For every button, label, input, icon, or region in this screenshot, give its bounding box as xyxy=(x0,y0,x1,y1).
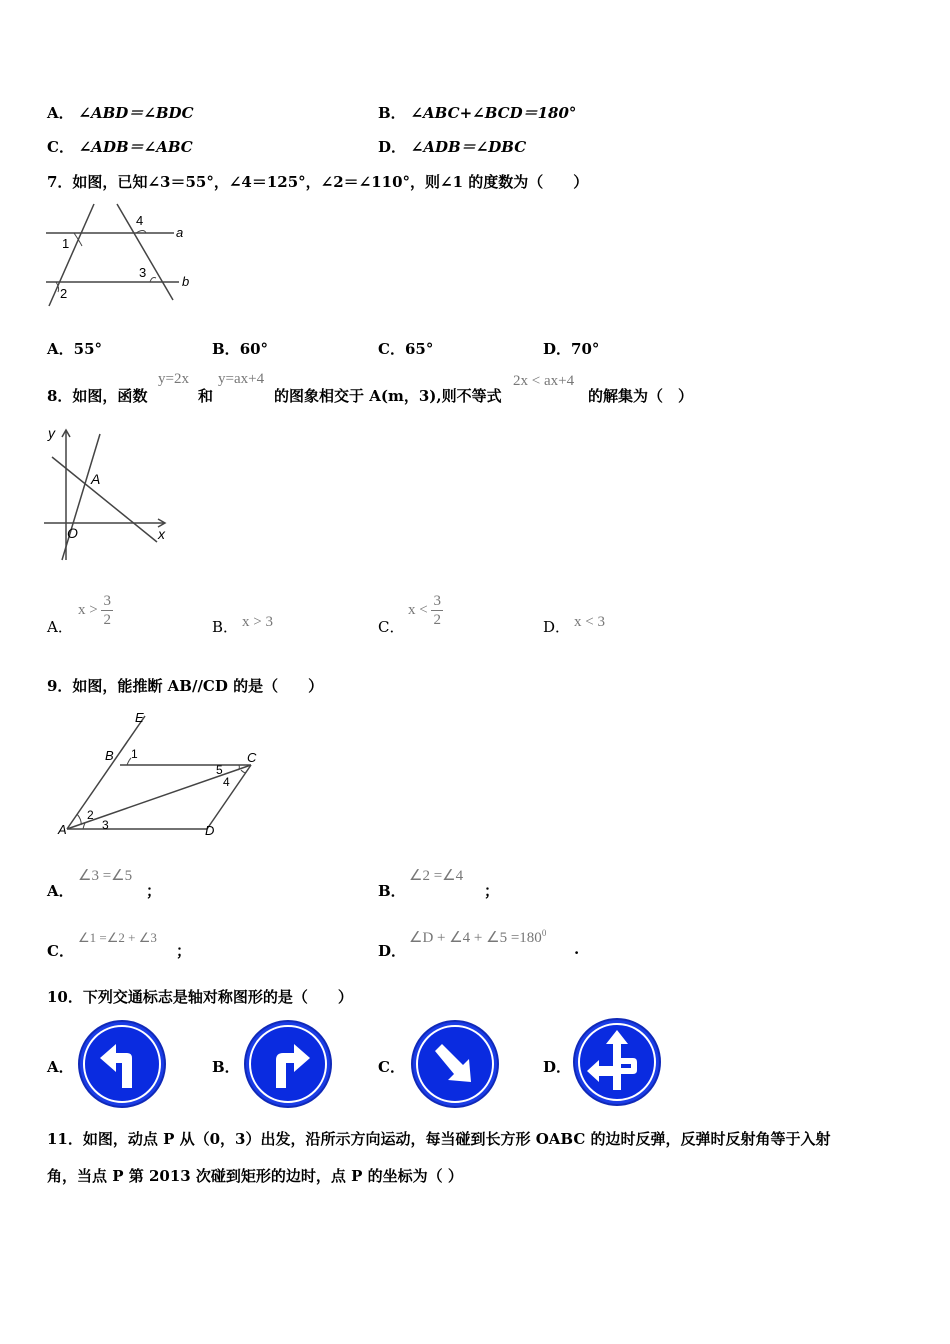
q7-label-1: 1 xyxy=(62,236,70,251)
q9-option-c-end: ； xyxy=(176,942,192,960)
q7-stem: 7．如图，已知∠3＝55°，∠4＝125°，∠2＝∠110°，则∠1 的度数为（ ） xyxy=(47,173,589,191)
q9-option-b-end: ； xyxy=(484,882,500,900)
q10-option-b-label: B． xyxy=(212,1058,240,1076)
q8-option-d-label: D． xyxy=(543,618,571,636)
q10-option-d-label: D． xyxy=(543,1058,572,1076)
q9-option-a: ∠3 =∠5 xyxy=(78,868,133,884)
q9-label-5: 5 xyxy=(216,763,223,777)
q7-label-3: 3 xyxy=(139,265,147,280)
q9-option-a-end: ； xyxy=(146,882,162,900)
q7-figure xyxy=(44,200,194,308)
q10-option-a-label: A． xyxy=(47,1058,74,1076)
q9-stem: 9．如图，能推断 AB//CD 的是（ ） xyxy=(47,677,324,695)
q7-label-2: 2 xyxy=(60,286,68,301)
q7-option-c: C．65° xyxy=(378,340,434,358)
q8-option-a-label: A． xyxy=(47,618,73,636)
q8-formula-3: 2x < ax+4 xyxy=(513,373,575,389)
q8-formula-1: y=2x xyxy=(158,371,189,387)
q8-label-y: y xyxy=(48,425,55,441)
q9-option-d-end: . xyxy=(574,940,580,958)
q9-option-c: ∠1 =∠2 + ∠3 xyxy=(78,930,157,945)
q8-stem-part1: 8．如图，函数 xyxy=(47,387,148,405)
q8-option-a: x > $\frac{3}{2}$ xyxy=(78,593,111,628)
q9-label-e: E xyxy=(135,710,144,725)
turn-left-arrow-sign-icon xyxy=(78,1020,166,1108)
q6-option-a: A． ∠ABD＝∠BDC xyxy=(47,104,194,122)
q8-stem-part4: 的解集为（ ） xyxy=(588,387,694,405)
q6-option-d: D． ∠ADB＝∠DBC xyxy=(378,138,527,156)
q8-option-b: x > 3 xyxy=(242,614,273,630)
q9-option-a-label: A． xyxy=(47,882,74,900)
q9-label-a: A xyxy=(58,822,67,837)
q8-stem-part2: 和 xyxy=(198,387,214,405)
q8-graph xyxy=(40,420,175,565)
q11-line2: 角，当点 P 第 2013 次碰到矩形的边时，点 P 的坐标为（ ） xyxy=(47,1167,463,1185)
q9-label-3: 3 xyxy=(102,818,109,832)
straight-or-left-arrow-sign-icon xyxy=(573,1018,661,1106)
q9-option-b: ∠2 =∠4 xyxy=(409,868,464,884)
q7-label-b: b xyxy=(182,274,190,289)
q9-label-b: B xyxy=(105,748,114,763)
q9-option-c-label: C． xyxy=(47,942,74,960)
q7-label-a: a xyxy=(176,225,184,240)
q8-formula-2: y=ax+4 xyxy=(218,371,265,387)
q8-label-o: O xyxy=(67,525,78,541)
q8-option-c: x < $\frac{3}{2}$ xyxy=(408,593,441,628)
q8-stem-part3: 的图象相交于 A(m，3),则不等式 xyxy=(274,387,502,405)
q9-label-2: 2 xyxy=(87,808,94,822)
q7-option-b: B．60° xyxy=(212,340,269,358)
q7-option-a: A．55° xyxy=(47,340,103,358)
q8-label-x: x xyxy=(158,526,165,542)
q9-label-c: C xyxy=(247,750,257,765)
q8-option-d: x < 3 xyxy=(574,614,605,630)
q9-option-d: ∠D + ∠4 + ∠5 $=180^0$ xyxy=(409,928,547,946)
q8-option-b-label: B． xyxy=(212,618,239,636)
q8-label-a: A xyxy=(91,471,101,487)
q7-option-d: D．70° xyxy=(543,340,600,358)
q10-option-c-label: C． xyxy=(378,1058,405,1076)
down-right-arrow-sign-icon xyxy=(411,1020,499,1108)
q9-label-1: 1 xyxy=(131,747,138,761)
q9-option-b-label: B． xyxy=(378,882,406,900)
q9-option-d-label: D． xyxy=(378,942,407,960)
q9-label-d: D xyxy=(205,823,215,838)
q9-figure xyxy=(55,708,265,838)
q6-option-c: C． ∠ADB＝∠ABC xyxy=(47,138,193,156)
q8-option-c-label: C． xyxy=(378,618,405,636)
q9-label-4: 4 xyxy=(223,775,230,789)
q7-label-4: 4 xyxy=(136,213,144,228)
q10-stem: 10．下列交通标志是轴对称图形的是（ ） xyxy=(47,988,353,1006)
q11-line1: 11．如图，动点 P 从（0，3）出发，沿所示方向运动，每当碰到长方形 OABC 的边时反弹，反弹时反射角等于入射 xyxy=(47,1130,831,1148)
q6-option-b: B． ∠ABC+∠BCD＝180° xyxy=(378,104,577,122)
turn-right-arrow-sign-icon xyxy=(244,1020,332,1108)
